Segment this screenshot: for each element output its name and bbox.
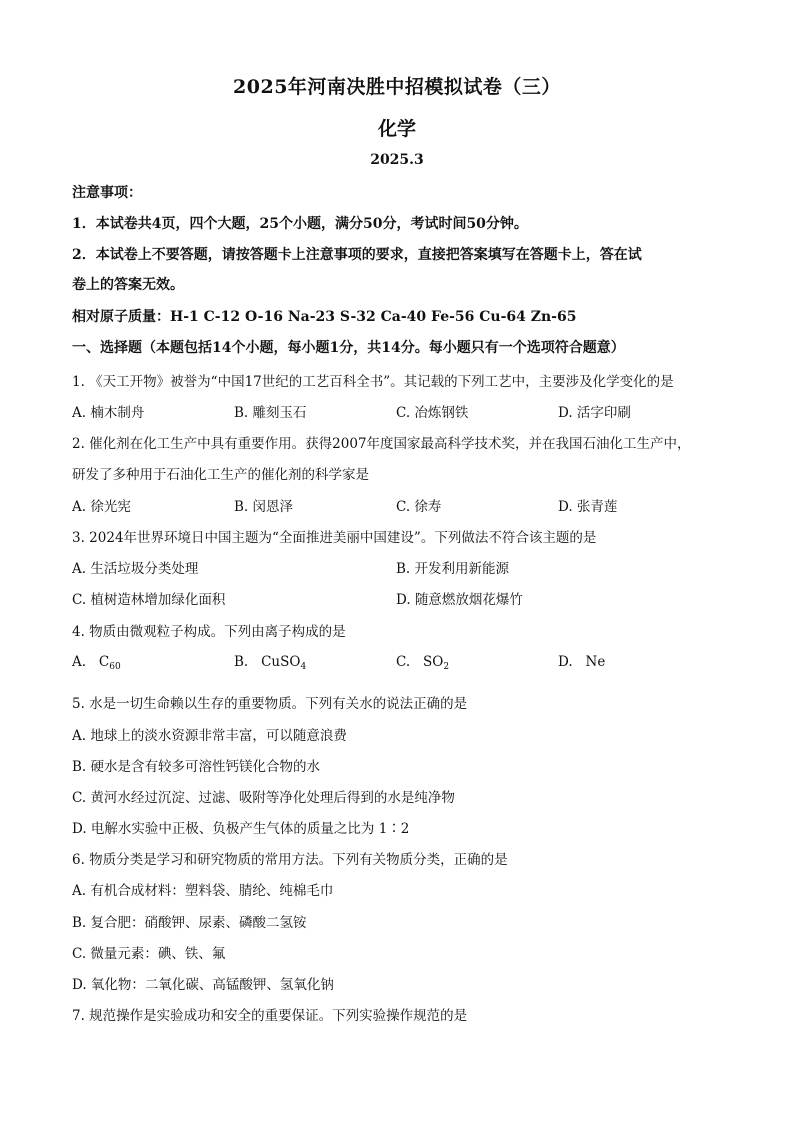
q1-option-c: C. 冶炼钢铁 — [396, 405, 469, 421]
q6-option-d: D. 氧化物：二氧化碳、高锰酸钾、氢氧化钠 — [72, 977, 334, 993]
q3-option-c: C. 植树造林增加绿化面积 — [72, 592, 226, 608]
q5-option-b: B. 硬水是含有较多可溶性钙镁化合物的水 — [72, 759, 321, 775]
q4-option-a — [72, 654, 121, 672]
q4-formula-ne: Ne — [585, 654, 606, 670]
question-2-stem-line-2: 研发了多种用于石油化工生产的催化剂的科学家是 — [72, 467, 369, 483]
q6-option-c: C. 微量元素：碘、铁、氟 — [72, 946, 226, 962]
q4-formula-cuso4-sub: 4 — [300, 662, 307, 672]
question-2-stem-line-1: 2. 催化剂在化工生产中具有重要作用。获得2007年度国家最高科学技术奖，并在我国石油化工生产中， — [72, 436, 691, 452]
q4-formula-cuso4 — [261, 654, 306, 670]
q5-option-d: D. 电解水实验中正极、负极产生气体的质量之比为 1∶2 — [72, 821, 410, 837]
question-1-options — [72, 401, 732, 421]
q4-option-c-label: C. — [396, 654, 411, 670]
q3-option-a: A. 生活垃圾分类处理 — [72, 561, 199, 577]
q2-option-b: B. 闵恩泽 — [234, 499, 294, 515]
notes-item-1: 1．本试卷共4页，四个大题，25个小题，满分50分，考试时间50分钟。 — [72, 216, 528, 232]
exam-title: 2025年河南决胜中招模拟试卷（三） — [233, 76, 561, 98]
question-1-stem: 1. 《天工开物》被誉为“中国17世纪的工艺百科全书”。其记载的下列工艺中，主要涉及化学变化的是 — [72, 374, 674, 390]
q2-option-d: D. 张青莲 — [558, 499, 618, 515]
question-4-options — [72, 654, 732, 674]
exam-date: 2025.3 — [370, 152, 424, 168]
q4-option-d — [558, 654, 605, 670]
question-6-stem: 6. 物质分类是学习和研究物质的常用方法。下列有关物质分类，正确的是 — [72, 852, 508, 868]
subject-title: 化学 — [377, 118, 416, 140]
q6-option-a: A. 有机合成材料：塑料袋、腈纶、纯棉毛巾 — [72, 883, 334, 899]
question-4-stem: 4. 物质由微观粒子构成。下列由离子构成的是 — [72, 624, 346, 640]
question-2-options — [72, 495, 732, 515]
question-7-stem: 7. 规范操作是实验成功和安全的重要保证。下列实验操作规范的是 — [72, 1008, 468, 1024]
question-5-stem: 5. 水是一切生命赖以生存的重要物质。下列有关水的说法正确的是 — [72, 696, 468, 712]
q4-option-a-label: A. — [72, 654, 87, 670]
question-3-options-row-1 — [72, 557, 732, 577]
question-3-options-row-2 — [72, 588, 732, 608]
q4-formula-c60-base: C — [98, 654, 110, 670]
q4-formula-so2-sub: 2 — [443, 662, 450, 672]
atomic-mass-line: 相对原子质量：H-1 C-12 O-16 Na-23 S-32 Ca-40 Fe-56 Cu-64 Zn-65 — [72, 309, 577, 325]
q1-option-a: A. 楠木制舟 — [72, 405, 145, 421]
q2-option-c: C. 徐寿 — [396, 499, 442, 515]
q4-formula-c60-sub: 60 — [109, 662, 121, 672]
q4-formula-cuso4-base: CuSO — [261, 654, 301, 670]
q4-formula-c60 — [99, 654, 121, 670]
q4-formula-so2-base: SO — [423, 654, 444, 670]
q4-option-b — [234, 654, 306, 672]
section-heading: 一、选择题（本题包括14个小题，每小题1分，共14分。每小题只有一个选项符合题意） — [72, 340, 625, 356]
q1-option-d: D. 活字印刷 — [558, 405, 631, 421]
notes-item-2-cont: 卷上的答案无效。 — [72, 277, 184, 293]
q4-option-b-label: B. — [234, 654, 249, 670]
notes-heading: 注意事项： — [72, 185, 142, 201]
q4-option-d-label: D. — [558, 654, 573, 670]
question-3-stem: 3. 2024年世界环境日中国主题为“全面推进美丽中国建设”。下列做法不符合该主题的是 — [72, 530, 597, 546]
q6-option-b: B. 复合肥：硝酸钾、尿素、磷酸二氢铵 — [72, 915, 307, 931]
q5-option-c: C. 黄河水经过沉淀、过滤、吸附等净化处理后得到的水是纯净物 — [72, 790, 455, 806]
q2-option-a: A. 徐光宪 — [72, 499, 131, 515]
q1-option-b: B. 雕刻玉石 — [234, 405, 307, 421]
q4-formula-so2 — [423, 654, 449, 670]
q4-option-c — [396, 654, 449, 672]
q3-option-d: D. 随意燃放烟花爆竹 — [396, 592, 523, 608]
notes-item-2: 2．本试卷上不要答题，请按答题卡上注意事项的要求，直接把答案填写在答题卡上，答在试 — [72, 247, 642, 263]
q5-option-a: A. 地球上的淡水资源非常丰富，可以随意浪费 — [72, 728, 347, 744]
q3-option-b: B. 开发利用新能源 — [396, 561, 510, 577]
